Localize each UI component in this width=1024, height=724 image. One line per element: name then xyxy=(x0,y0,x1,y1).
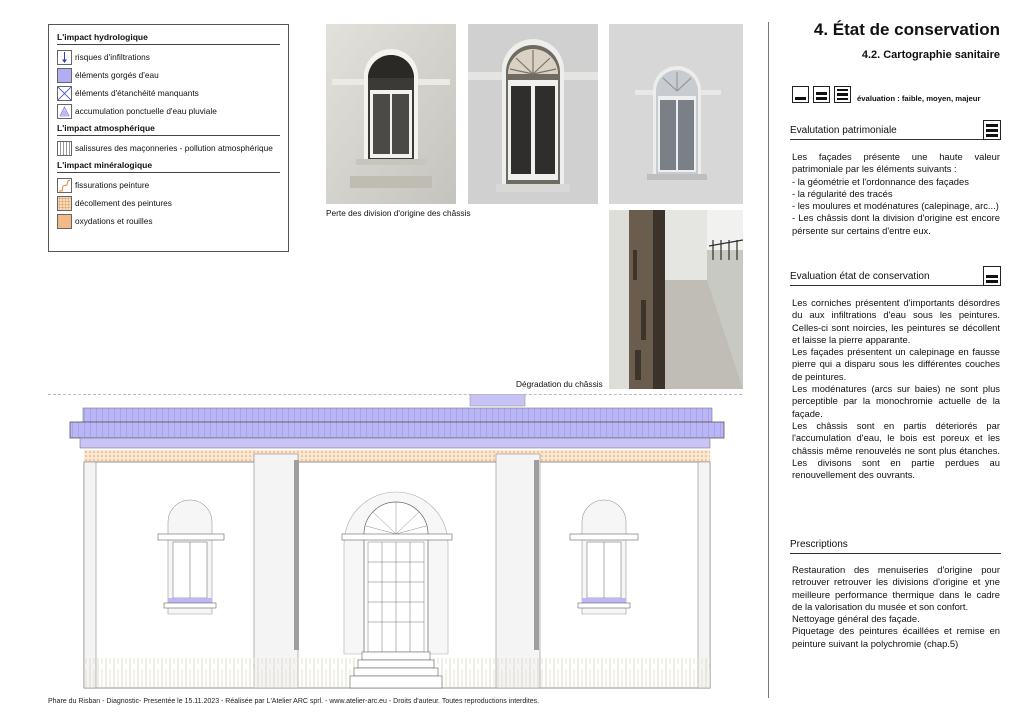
legend-group-title-atmo: L'impact atmosphérique xyxy=(57,123,280,136)
rainwater-icon xyxy=(57,104,72,119)
section-title: Prescriptions xyxy=(790,538,848,550)
section-text-patrimoniale xyxy=(792,151,1000,237)
paragraph-line: Les corniches présentent d'importants désordres du aux infiltrations d'eau sous les peintures. Celles-ci sont noircies, les peintures se décollent et laisse la pierre apparante. xyxy=(792,297,1000,345)
legend-label: accumulation ponctuelle d'eau pluviale xyxy=(75,106,217,116)
peeling-dots-swatch xyxy=(57,196,72,211)
oxidation-swatch xyxy=(57,214,72,229)
section-heading-patrimoniale xyxy=(790,121,1001,140)
paragraph-line: Les châssis sont en partis déteriorés par l'accumulation d'eau, le bois est poreux et les châssis même renouvelés ne sont plus étanches. Les divisons sont en partie perdues au renouvellement des ouvrants. xyxy=(792,419,1000,481)
legend-label: éléments gorgés d'eau xyxy=(75,70,159,80)
section-heading-prescriptions xyxy=(790,535,1001,554)
paragraph-line: Piquetage des peintures écaillées et remise en peinture suivant la polychromie (chap.5) xyxy=(792,625,1000,649)
photo-window-1 xyxy=(326,24,456,204)
paragraph-line: Restauration des menuiseries d'origine pour retrouver retrouver les divisions d'origine et yne meilleure performance thermique dans le cadre de la valorisation du musée et son confort. xyxy=(792,564,1000,612)
paragraph-line: - la géométrie et l'ordonnance des façades xyxy=(792,175,969,187)
page-subtitle: 4.2. Cartographie sanitaire xyxy=(861,49,1000,61)
waterlogged-swatch xyxy=(57,68,72,83)
legend-label: fissurations peinture xyxy=(75,180,150,190)
legend-item-missing-seal xyxy=(57,84,280,102)
paragraph-line: Les modénatures (arcs sur baies) ne sont plus perceptible par la monochromie actuelle de la façade. xyxy=(792,383,1000,419)
section-heading-conservation xyxy=(790,267,1001,286)
facade-elevation-drawing xyxy=(48,394,742,690)
evaluation-key-label: évaluation : faible, moyen, majeur xyxy=(857,94,981,103)
paragraph-line: Les façades présente une haute valeur patrimoniale par les éléments suivants : xyxy=(792,151,1000,175)
paragraph-line: Les façades présentent un calepinage en fausse pierre qui a disparu sous les différentes couches de peintures. xyxy=(792,346,1000,382)
soiling-hatch-swatch xyxy=(57,141,72,156)
paragraph-line: - Les châssis dont la division d'origine est encore pérsente sur certains d'entre eux. xyxy=(792,212,1000,236)
page-title: 4. État de conservation xyxy=(813,20,1000,39)
level-medium-icon xyxy=(983,266,1001,286)
legend-item-infiltration xyxy=(57,48,280,66)
caption-sill: Dégradation du châssis xyxy=(516,379,603,389)
legend-item-crack xyxy=(57,176,280,194)
section-title: Evalutation patrimoniale xyxy=(790,124,897,136)
legend-item-waterlogged xyxy=(57,66,280,84)
photo-window-2 xyxy=(468,24,598,204)
section-text-prescriptions xyxy=(792,564,1000,650)
missing-seal-icon xyxy=(57,86,72,101)
level-major-icon xyxy=(834,86,851,103)
caption-windows: Perte des division d'origine des châssis xyxy=(326,208,471,218)
legend-item-peeling xyxy=(57,194,280,212)
crack-icon xyxy=(57,178,72,193)
level-medium-icon xyxy=(813,86,830,103)
legend-item-soiling xyxy=(57,139,280,157)
page-footer: Phare du Risban - Diagnostic- Presentée le 15.11.2023 - Réalisée par L'Atelier ARC sprl. - www.atelier-arc.eu - Droits d'auteur. Toutes reproductions interdites. xyxy=(48,698,540,705)
column-divider xyxy=(768,22,769,698)
legend-label: oxydations et rouilles xyxy=(75,216,153,226)
legend-group-title-hydro: L'impact hydrologique xyxy=(57,32,280,45)
legend-group-title-mineral: L'impact minéralogique xyxy=(57,160,280,173)
paragraph-line: Nettoyage général des façade. xyxy=(792,613,920,625)
legend-box xyxy=(48,24,289,252)
evaluation-key xyxy=(792,86,980,103)
legend-label: décollement des peintures xyxy=(75,198,172,208)
level-low-icon xyxy=(792,86,809,103)
legend-label: éléments d'étanchéité manquants xyxy=(75,88,199,98)
legend-label: risques d'infiltrations xyxy=(75,52,150,62)
legend-item-oxidation xyxy=(57,212,280,230)
photo-window-3 xyxy=(609,24,743,204)
paragraph-line: - les moulures et modénatures (calepinage, arc...) xyxy=(792,200,999,212)
infiltration-arrow-icon xyxy=(57,50,72,65)
photo-sill xyxy=(609,210,743,389)
section-title: Evaluation état de conservation xyxy=(790,270,930,282)
section-text-conservation xyxy=(792,297,1000,481)
level-major-icon xyxy=(983,120,1001,140)
legend-item-rainwater xyxy=(57,102,280,120)
paragraph-line: - la régularité des tracés xyxy=(792,187,893,199)
legend-label: salissures des maçonneries - pollution atmosphérique xyxy=(75,143,273,153)
